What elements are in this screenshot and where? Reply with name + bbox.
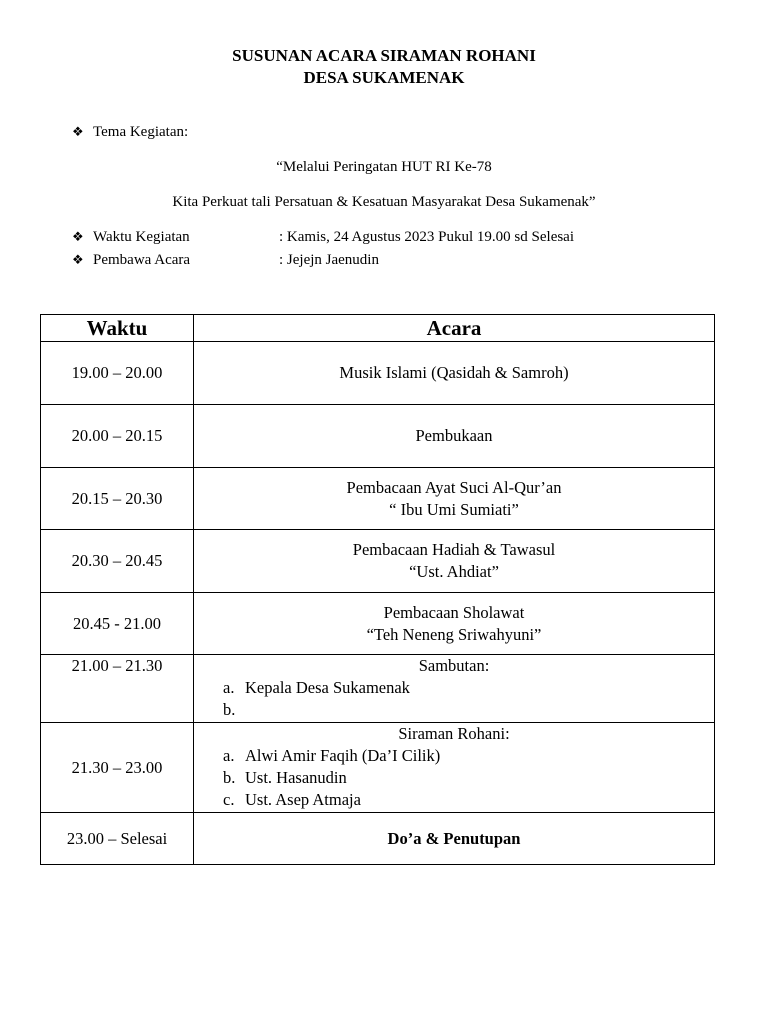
acara-line: Pembacaan Sholawat: [383, 602, 525, 622]
table-row: [41, 342, 715, 405]
acara-line: “Ust. Ahdiat”: [409, 562, 499, 581]
list-item: [223, 699, 714, 721]
acara-cell: [194, 530, 715, 593]
time-cell: 23.00 – Selesai: [41, 813, 194, 865]
list-text: Kepala Desa Sukamenak: [245, 678, 410, 697]
pembawa-row: [72, 250, 379, 270]
table-header-row: [41, 315, 715, 342]
list-text: Ust. Asep Atmaja: [245, 790, 361, 809]
acara-cell: [194, 723, 715, 813]
list-item: [223, 745, 714, 767]
schedule-table: [40, 314, 715, 865]
tema-row: [72, 122, 188, 142]
pembawa-label: Pembawa Acara: [93, 252, 191, 268]
list-item: [223, 767, 714, 789]
acara-heading: Sambutan:: [418, 656, 490, 675]
waktu-row: [72, 227, 574, 247]
acara-list: [194, 677, 714, 721]
list-letter: a.: [223, 746, 235, 765]
waktu-value: : Kamis, 24 Agustus 2023 Pukul 19.00 sd Selesai: [279, 229, 575, 245]
list-text: Ust. Hasanudin: [245, 768, 347, 787]
header-waktu: Waktu: [41, 315, 194, 342]
pembawa-value: : Jejejn Jaenudin: [279, 252, 379, 268]
time-cell: 20.15 – 20.30: [41, 468, 194, 530]
tema-label: Tema Kegiatan:: [93, 124, 189, 140]
list-letter: a.: [223, 678, 235, 697]
table-row: [41, 723, 715, 813]
acara-cell: [194, 342, 715, 405]
list-letter: b.: [223, 700, 236, 719]
table-row: [41, 813, 715, 865]
list-letter: c.: [223, 790, 235, 809]
acara-line: Do’a & Penutupan: [387, 828, 521, 848]
acara-line: Pembacaan Hadiah & Tawasul: [352, 540, 556, 559]
acara-heading: Siraman Rohani:: [398, 724, 510, 743]
diamond-bullet-icon: ❖: [72, 252, 84, 267]
table-row: [41, 405, 715, 468]
acara-line: “ Ibu Umi Sumiati”: [389, 499, 519, 519]
title-line-2: DESA SUKAMENAK: [303, 68, 465, 87]
table-row: [41, 530, 715, 593]
time-cell: 20.30 – 20.45: [41, 530, 194, 593]
time-cell: 20.00 – 20.15: [41, 405, 194, 468]
list-item: [223, 789, 714, 811]
acara-list: [194, 745, 714, 811]
table-row: [41, 655, 715, 723]
acara-line: Pembacaan Ayat Suci Al-Qur’an: [346, 477, 562, 497]
acara-line: Musik Islami (Qasidah & Samroh): [339, 363, 569, 382]
table-row: [41, 593, 715, 655]
header-acara: Acara: [194, 315, 715, 342]
acara-cell: [194, 593, 715, 655]
time-cell: 21.30 – 23.00: [41, 723, 194, 813]
list-letter: b.: [223, 768, 236, 787]
time-cell: 21.00 – 21.30: [41, 655, 194, 723]
acara-line: “Teh Neneng Sriwahyuni”: [366, 624, 542, 644]
title-line-1: SUSUNAN ACARA SIRAMAN ROHANI: [232, 46, 536, 65]
acara-cell: [194, 405, 715, 468]
tema-line-2: Kita Perkuat tali Persatuan & Kesatuan Masyarakat Desa Sukamenak”: [172, 194, 596, 210]
diamond-bullet-icon: ❖: [72, 229, 84, 244]
acara-cell: [194, 813, 715, 865]
time-cell: 19.00 – 20.00: [41, 342, 194, 405]
acara-line: Pembukaan: [415, 426, 493, 445]
tema-line-1: “Melalui Peringatan HUT RI Ke-78: [276, 159, 492, 175]
diamond-bullet-icon: ❖: [72, 124, 84, 139]
list-item: [223, 677, 714, 699]
acara-cell: [194, 655, 715, 723]
waktu-label: Waktu Kegiatan: [93, 229, 190, 245]
acara-cell: [194, 468, 715, 530]
table-row: [41, 468, 715, 530]
time-cell: 20.45 - 21.00: [41, 593, 194, 655]
list-text: Alwi Amir Faqih (Da’I Cilik): [245, 746, 441, 765]
